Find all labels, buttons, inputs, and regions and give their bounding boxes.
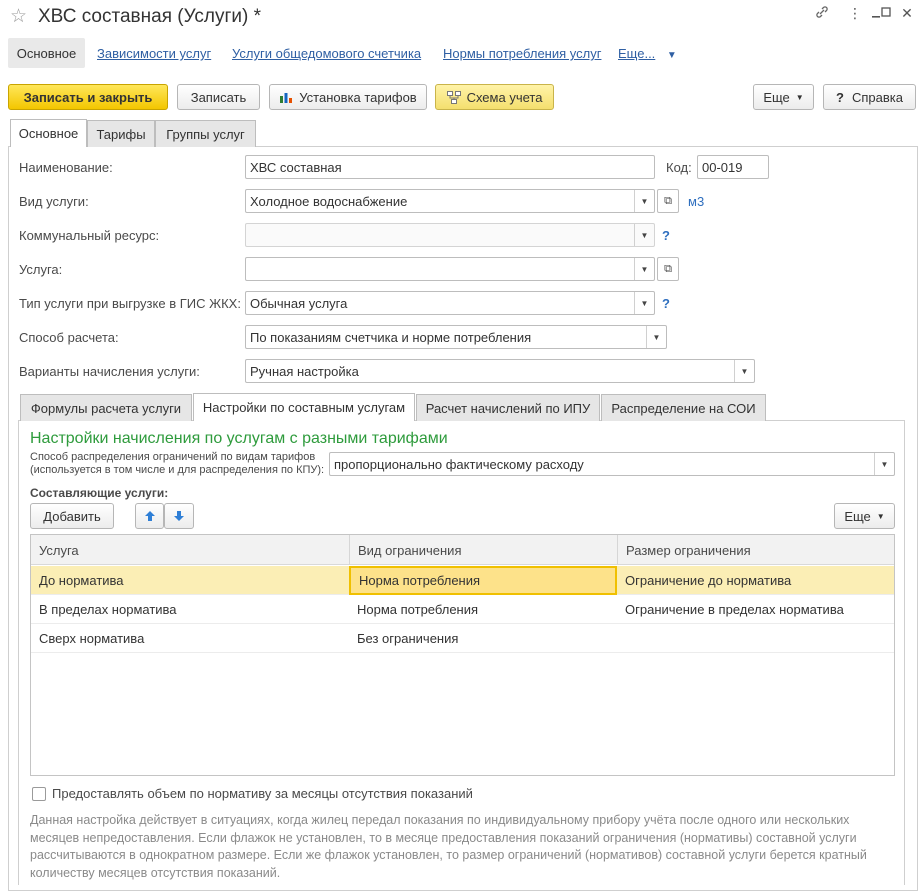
account-scheme-label: Схема учета	[466, 89, 543, 105]
open-icon[interactable]: ⧉	[657, 189, 679, 213]
distribution-label-2: (используется в том числе и для распределения по КПУ):	[30, 464, 325, 476]
save-and-close-button[interactable]: Записать и закрыть	[8, 84, 168, 110]
gis-label: Тип услуги при выгрузке в ГИС ЖКХ:	[19, 296, 241, 311]
variants-value: Ручная настройка	[250, 363, 359, 379]
variants-select[interactable]	[245, 359, 755, 383]
nav-more-label: Еще...	[618, 46, 656, 61]
save-button[interactable]: Записать	[177, 84, 260, 110]
service-type-label: Вид услуги:	[19, 194, 89, 209]
maximize-icon[interactable]	[876, 5, 896, 22]
more-label: Еще	[763, 89, 790, 105]
components-table[interactable]	[30, 534, 895, 776]
table-header	[31, 535, 894, 565]
norm-volume-checkbox[interactable]	[32, 787, 46, 801]
norm-volume-label[interactable]: Предоставлять объем по нормативу за месяцы отсутствия показаний	[52, 786, 473, 801]
distribution-label-1: Способ распределения ограничений по видам тарифов	[30, 451, 316, 463]
help-question-icon[interactable]: ?	[662, 296, 670, 311]
gis-select[interactable]	[245, 291, 655, 315]
nav-link-common-meter[interactable]: Услуги общедомового счетчика	[232, 46, 422, 61]
add-button[interactable]: Добавить	[30, 503, 114, 529]
resource-label: Коммунальный ресурс:	[19, 228, 160, 243]
composite-title: Настройки начисления по услугам с разными тарифами	[30, 430, 448, 447]
unit-link[interactable]: м3	[688, 194, 705, 209]
chevron-down-icon[interactable]: ▼	[634, 258, 654, 280]
cell-limit-size[interactable]: Ограничение в пределах норматива	[625, 602, 844, 617]
more-button[interactable]	[753, 84, 814, 110]
service-label: Услуга:	[19, 262, 63, 277]
code-input[interactable]: 00-019	[697, 155, 769, 179]
cell-limit-type[interactable]: Норма потребления	[349, 566, 617, 595]
service-select[interactable]	[245, 257, 655, 281]
chevron-down-icon[interactable]: ▼	[734, 360, 754, 382]
chevron-down-icon[interactable]: ▼	[874, 453, 894, 475]
subtab-composite[interactable]: Настройки по составным услугам	[193, 393, 415, 421]
column-header-limit-size[interactable]: Размер ограничения	[617, 535, 894, 565]
subtab-formulas[interactable]: Формулы расчета услуги	[20, 394, 192, 421]
nav-link-norms[interactable]: Нормы потребления услуг	[443, 46, 602, 61]
name-label: Наименование:	[19, 160, 113, 175]
variants-label: Варианты начисления услуги:	[19, 364, 200, 379]
arrow-up-icon	[144, 510, 156, 522]
table-more-button[interactable]	[834, 503, 895, 529]
table-row[interactable]	[31, 595, 894, 624]
table-row[interactable]	[31, 566, 894, 595]
account-scheme-button[interactable]	[435, 84, 554, 110]
bar-chart-icon	[279, 91, 293, 103]
scheme-icon	[447, 91, 461, 104]
components-label: Составляющие услуги:	[30, 486, 169, 500]
open-icon[interactable]: ⧉	[657, 257, 679, 281]
chevron-down-icon[interactable]: ▼	[634, 292, 654, 314]
calc-select[interactable]	[245, 325, 667, 349]
calc-value: По показаниям счетчика и норме потребления	[250, 329, 532, 345]
distribution-value: пропорционально фактическому расходу	[334, 456, 584, 472]
chevron-down-icon[interactable]: ▼	[646, 326, 666, 348]
distribution-select[interactable]	[329, 452, 895, 476]
chevron-down-icon: ▼	[666, 50, 677, 61]
chevron-down-icon[interactable]: ▼	[634, 224, 654, 246]
cell-limit-type[interactable]: Норма потребления	[357, 602, 479, 617]
nav-main[interactable]: Основное	[8, 38, 85, 68]
table-more-label: Еще	[844, 508, 871, 524]
close-icon[interactable]: ✕	[901, 5, 913, 21]
column-header-service[interactable]: Услуга	[39, 542, 79, 558]
help-icon: ?	[836, 89, 844, 105]
info-note: Данная настройка действует в ситуациях, когда жилец передал показания по индивидуальному прибору учёта после одного или нескольких месяцев непредоставления. Если флажок не установлен, то в месяце предоставления показаний ограничения (нормативы) составной услуги рассчитываются в однократном размере. Если же флажок установлен, то размер ограничений (нормативов) составной услуги берется кратный количеству месяцев отсутствия показаний.	[30, 813, 867, 880]
cell-service[interactable]: До норматива	[39, 573, 124, 588]
cell-limit-type[interactable]: Без ограничения	[357, 631, 459, 646]
tab-main[interactable]: Основное	[10, 119, 87, 147]
tab-tariffs[interactable]: Тарифы	[87, 120, 155, 147]
service-type-value: Холодное водоснабжение	[250, 193, 408, 209]
set-tariffs-label: Установка тарифов	[299, 89, 417, 105]
cell-limit-size[interactable]: Ограничение до норматива	[625, 573, 792, 588]
star-icon[interactable]: ☆	[10, 6, 28, 27]
window-title: ХВС составная (Услуги) *	[38, 6, 262, 27]
table-row[interactable]	[31, 624, 894, 653]
subtab-soi[interactable]: Распределение на СОИ	[601, 394, 766, 421]
cell-limit-size[interactable]	[617, 624, 894, 653]
move-down-button[interactable]	[164, 503, 194, 529]
gis-value: Обычная услуга	[250, 295, 348, 311]
link-icon[interactable]	[812, 5, 832, 22]
service-type-select[interactable]	[245, 189, 655, 213]
move-up-button[interactable]	[135, 503, 164, 529]
chevron-down-icon[interactable]: ▼	[634, 190, 654, 212]
more-vertical-icon[interactable]: ⋮	[848, 5, 862, 21]
arrow-down-icon	[173, 510, 185, 522]
cell-service[interactable]: В пределах норматива	[39, 602, 177, 617]
column-header-limit-type[interactable]: Вид ограничения	[349, 535, 617, 565]
help-question-icon[interactable]: ?	[662, 228, 670, 243]
resource-select[interactable]	[245, 223, 655, 247]
subtab-ipu[interactable]: Расчет начислений по ИПУ	[416, 394, 600, 421]
chevron-down-icon: ▼	[876, 511, 885, 521]
calc-label: Способ расчета:	[19, 330, 119, 345]
tab-service-groups[interactable]: Группы услуг	[155, 120, 256, 147]
help-label: Справка	[851, 89, 903, 105]
code-label: Код:	[666, 160, 692, 175]
chevron-down-icon: ▼	[795, 92, 804, 102]
nav-more[interactable]	[618, 46, 677, 61]
cell-service[interactable]: Сверх норматива	[39, 631, 145, 646]
help-button[interactable]	[823, 84, 916, 110]
nav-link-dependencies[interactable]: Зависимости услуг	[97, 46, 212, 61]
set-tariffs-button[interactable]	[269, 84, 427, 110]
name-input[interactable]: ХВС составная	[245, 155, 655, 179]
